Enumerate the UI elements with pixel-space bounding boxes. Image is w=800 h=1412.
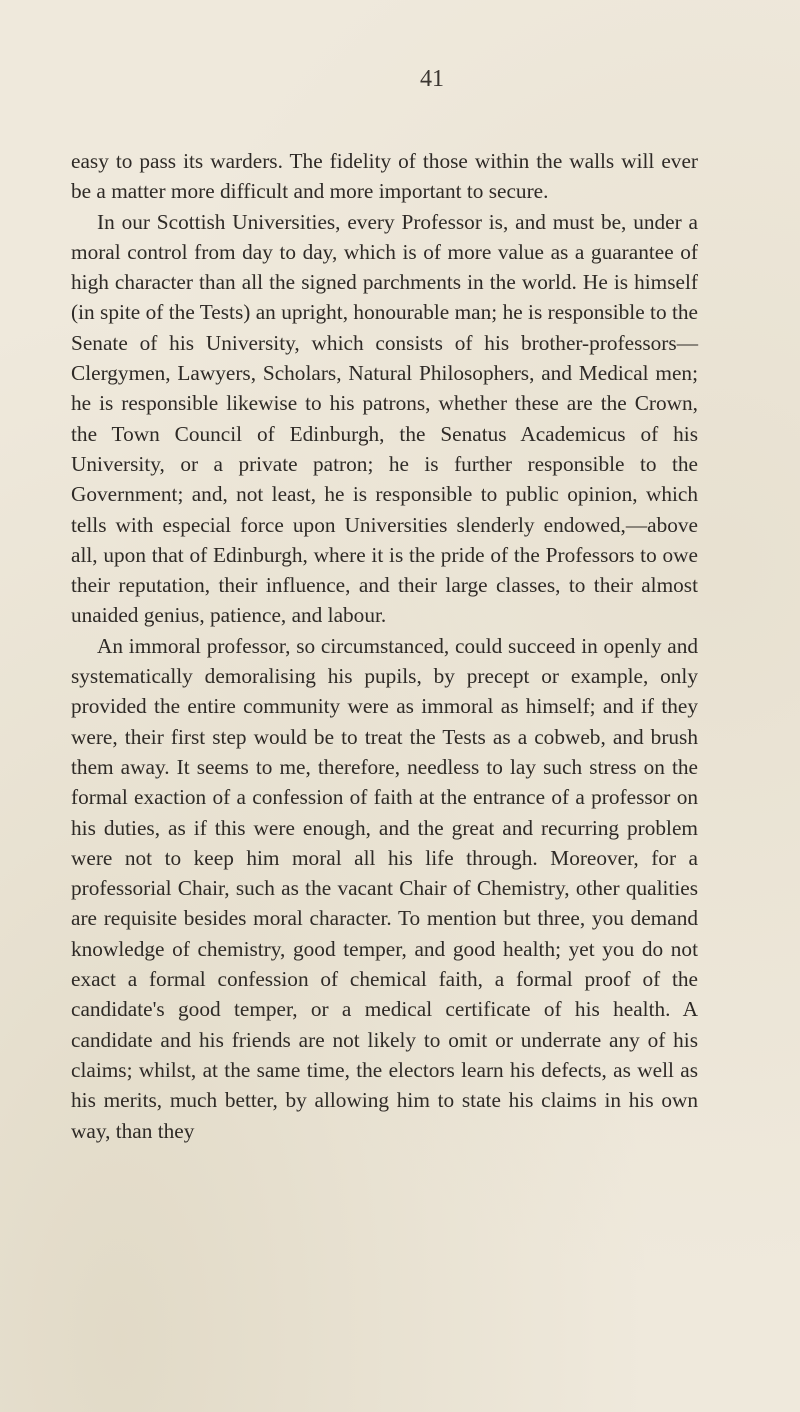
page-number: 41 <box>420 66 444 92</box>
paragraph-continuation: easy to pass its warders. The fidelity of those within the walls will ever be a matter more difficult and more important to secure. <box>71 149 698 204</box>
paragraph-scottish-universities: In our Scottish Universities, every Professor is, and must be, under a moral control from day to day, which is of more value as a guarantee of high character than all the signed parchments in the world. He is himself (in spite of the Tests) an upright, honourable man; he is responsible to the Senate of his University, which consists of his brother-professors—Clergymen, Lawyers, Scholars, Natural Philosophers, and Medical men; he is responsible likewise to his patrons, whether these are the Crown, the Town Council of Edinburgh, the Senatus Academicus of his University, or a private patron; he is further responsible to the Government; and, not least, he is responsible to public opinion, which tells with especial force upon Universities slenderly endowed,—above all, upon that of Edinburgh, where it is the pride of the Professors to owe their reputation, their influence, and their large classes, to their almost unaided genius, patience, and labour. <box>71 209 698 628</box>
body-text <box>71 146 698 1146</box>
paragraph-immoral-professor: An immoral professor, so circumstanced, could succeed in openly and systematically demoralising his pupils, by precept or example, only provided the entire community were as immoral as himself; and if they were, their first step would be to treat the Tests as a cobweb, and brush them away. It seems to me, therefore, needless to lay such stress on the formal exaction of a confession of faith at the entrance of a professor on his duties, as if this were enough, and the great and recurring problem were not to keep him moral all his life through. Moreover, for a professorial Chair, such as the vacant Chair of Chemistry, other qualities are requisite besides moral character. To mention but three, you demand knowledge of chemistry, good temper, and good health; yet you do not exact a formal confession of chemical faith, a formal proof of the candidate's good temper, or a medical certificate of his health. A candidate and his friends are not likely to omit or underrate any of his claims; whilst, at the same time, the electors learn his defects, as well as his merits, much better, by allowing him to state his claims in his own way, than they <box>71 633 698 1143</box>
